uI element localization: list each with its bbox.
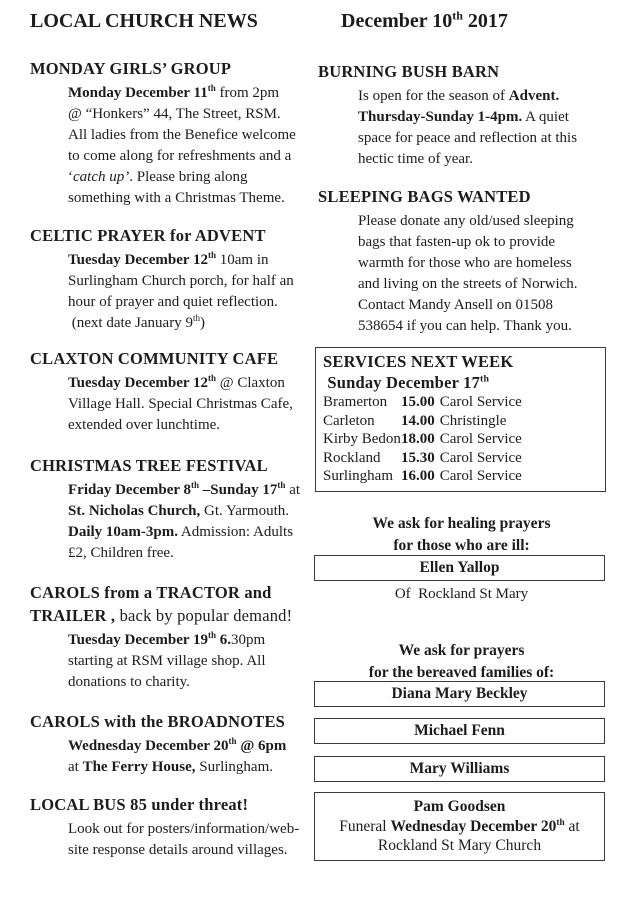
text-line: LOCAL BUS 85 under threat! <box>30 795 249 814</box>
services-title <box>323 351 598 393</box>
healing-name-subtext <box>315 584 608 604</box>
section-heading <box>30 454 318 477</box>
section-heading <box>30 581 318 627</box>
text-line: BURNING BUSH BARN <box>318 62 500 81</box>
text-line: Wednesday December 20th @ 6pm <box>68 736 287 754</box>
text-line: Mary Williams <box>409 760 510 777</box>
text-line: Friday December 8th –Sunday 17th at <box>68 480 301 498</box>
text-line: Sunday December 17th <box>323 373 490 392</box>
text-line: Monday December 11th from 2pm <box>68 83 280 101</box>
text-line: MONDAY GIRLS’ GROUP <box>30 59 232 78</box>
section-heading <box>30 347 318 370</box>
text-line: Daily 10am-3pm. Admission: Adults <box>68 524 294 540</box>
section-body <box>68 373 318 436</box>
text-line: LOCAL CHURCH NEWS <box>30 10 258 32</box>
text-line: Tuesday December 12th 10am in <box>68 250 269 268</box>
section-claxton-cafe <box>30 347 318 436</box>
services-next-week-box <box>315 347 606 492</box>
text-line: site response details around villages. <box>68 842 288 858</box>
text-line: Surlingham Church porch, for half an <box>68 273 294 289</box>
text-line: Is open for the season of Advent. <box>358 88 560 104</box>
text-line: CAROLS from a TRACTOR and <box>30 583 272 602</box>
text-line: donations to charity. <box>68 674 190 690</box>
section-celtic-prayer <box>30 224 318 334</box>
text-line: @ “Honkers” 44, The Street, RSM. <box>68 106 281 122</box>
text-line: Michael Fenn <box>414 722 505 739</box>
text-line: Diana Mary Beckley <box>391 685 528 702</box>
section-carols-tractor <box>30 581 318 693</box>
text-line: bags that fasten-up ok to provide <box>358 234 556 250</box>
text-line: CAROLS with the BROADNOTES <box>30 712 286 731</box>
services-table <box>323 393 598 486</box>
text-line: hour of prayer and quiet reflection. <box>68 294 278 310</box>
section-christmas-tree-festival <box>30 454 318 564</box>
bereaved-funeral-box <box>314 792 605 861</box>
text-line: All ladies from the Benefice welcome <box>68 127 296 143</box>
section-heading <box>318 60 606 83</box>
text-line: Thursday-Sunday 1-4pm. A quiet <box>358 109 569 125</box>
text-line: St. Nicholas Church, Gt. Yarmouth. <box>68 503 290 519</box>
text-line: 538654 if you can help. Thank you. <box>358 318 572 334</box>
text-line: TRAILER , back by popular demand! <box>30 606 293 625</box>
section-heading <box>30 710 318 733</box>
text-line: to come along for refreshments and a <box>68 148 292 164</box>
text-line: SERVICES NEXT WEEK <box>323 352 514 371</box>
section-body <box>68 83 318 209</box>
service-row: Kirby Bedon18.00 Carol Service <box>323 431 522 447</box>
section-heading <box>30 57 318 80</box>
text-line: SLEEPING BAGS WANTED <box>318 187 531 206</box>
text-line: warmth for those who are homeless <box>358 255 572 271</box>
text-line: Rockland St Mary Church <box>377 837 542 854</box>
bereaved-name-box-2 <box>314 718 605 744</box>
text-line: Please donate any old/used sleeping <box>358 213 574 229</box>
service-row: Surlingham 16.00 Carol Service <box>323 468 522 484</box>
bereaved-intro <box>315 640 608 684</box>
text-line: for the bereaved families of: <box>368 664 555 681</box>
text-line: something with a Christmas Theme. <box>68 190 285 206</box>
section-local-bus <box>30 793 318 861</box>
section-body <box>68 736 318 778</box>
text-line: ‘catch up’. Please bring along <box>68 169 248 185</box>
section-body <box>68 250 318 334</box>
service-row: Carleton 14.00 Christingle <box>323 412 507 429</box>
text-line: and living on the streets of Norwich. <box>358 276 578 292</box>
section-body <box>68 480 318 564</box>
text-line: Village Hall. Special Christmas Cafe, <box>68 396 293 412</box>
service-row: Rockland 15.30 Carol Service <box>323 449 522 466</box>
section-body <box>68 630 318 693</box>
section-heading <box>30 793 318 816</box>
text-line: space for peace and reflection at this <box>358 130 578 146</box>
text-line: CLAXTON COMMUNITY CAFE <box>30 349 279 368</box>
text-line: Contact Mandy Ansell on 01508 <box>358 297 553 313</box>
section-body <box>358 86 606 170</box>
bereaved-name-box-3 <box>314 756 605 782</box>
text-line: Of Rockland St Mary <box>394 586 529 602</box>
section-body <box>68 819 318 861</box>
section-carols-broadnotes <box>30 710 318 778</box>
section-monday-girls-group <box>30 57 318 209</box>
page-date <box>341 8 508 34</box>
text-line: at The Ferry House, Surlingham. <box>68 759 273 775</box>
text-line: Pam Goodsen <box>413 798 506 815</box>
text-line: Look out for posters/information/web- <box>68 821 300 837</box>
text-line: CELTIC PRAYER for ADVENT <box>30 226 266 245</box>
text-line: Tuesday December 12th @ Claxton <box>68 373 285 391</box>
text-line: Ellen Yallop <box>419 559 500 576</box>
section-body <box>358 211 606 337</box>
text-line: CHRISTMAS TREE FESTIVAL <box>30 456 268 475</box>
text-line: £2, Children free. <box>68 545 174 561</box>
text-line: December 10th 2017 <box>341 8 508 32</box>
section-heading <box>318 185 606 208</box>
text-line: extended over lunchtime. <box>68 417 221 433</box>
healing-prayers-intro <box>315 513 608 557</box>
text-line: Tuesday December 19th 6.30pm <box>68 630 266 648</box>
text-line: We ask for healing prayers <box>372 515 551 532</box>
section-heading <box>30 224 318 247</box>
text-line: (next date January 9th) <box>68 313 205 331</box>
text-line: Funeral Wednesday December 20th at <box>339 817 580 835</box>
bereaved-name-box-1 <box>314 681 605 707</box>
service-row: Bramerton 15.00 Carol Service <box>323 394 522 410</box>
page-title <box>30 8 258 34</box>
text-line: starting at RSM village shop. All <box>68 653 266 669</box>
text-line: hectic time of year. <box>358 151 473 167</box>
text-line: for those who are ill: <box>393 537 530 554</box>
text-line: We ask for prayers <box>398 642 525 659</box>
healing-name-box <box>314 555 605 581</box>
section-burning-bush-barn <box>318 60 606 170</box>
section-sleeping-bags <box>318 185 606 337</box>
